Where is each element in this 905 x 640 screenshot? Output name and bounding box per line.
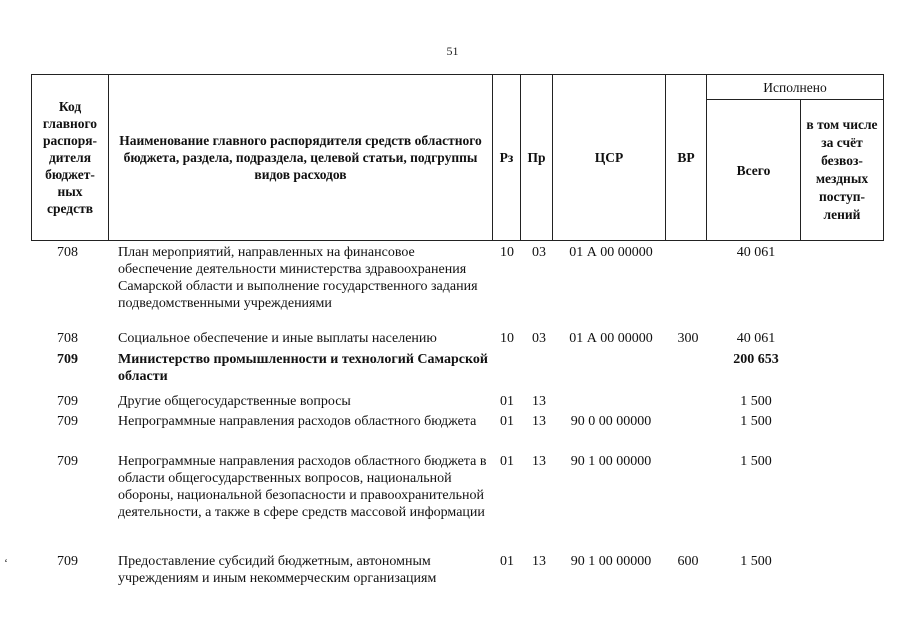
header-csr: ЦСР bbox=[552, 74, 666, 241]
row-csr: 90 1 00 00000 bbox=[570, 554, 652, 569]
row-name: Министерство промышленности и технологий Самарской области bbox=[118, 352, 488, 384]
row-code: 709 bbox=[57, 394, 78, 409]
scan-speck: ʻ bbox=[4, 556, 8, 570]
row-csr: 90 1 00 00000 bbox=[570, 454, 652, 469]
row-total: 1 500 bbox=[740, 454, 772, 469]
header-pr: Пр bbox=[520, 74, 553, 241]
row-pr: 13 bbox=[532, 414, 546, 429]
table-header bbox=[31, 74, 884, 241]
row-name: Непрограммные направления расходов областного бюджета bbox=[118, 414, 477, 429]
row-name: Предоставление субсидий бюджетным, автономным учреждениям и иным некоммерческим организациям bbox=[118, 554, 437, 586]
row-pr: 13 bbox=[532, 454, 546, 469]
row-name: Непрограммные направления расходов областного бюджета в области общегосударственных вопросов, национальной обороны, национальной безопасности и правоохранительной деятельности, а также в сфере средств массовой информации bbox=[118, 454, 487, 520]
row-pr: 03 bbox=[532, 245, 546, 260]
row-code: 709 bbox=[57, 554, 78, 569]
header-gratuitous: в том числе за счёт безвоз-мездных поступ-лений bbox=[800, 99, 884, 241]
row-code: 709 bbox=[57, 352, 78, 367]
row-vr: 300 bbox=[677, 331, 699, 346]
row-csr: 90 0 00 00000 bbox=[570, 414, 652, 429]
row-rz: 10 bbox=[500, 245, 514, 260]
row-name: Другие общегосударственные вопросы bbox=[118, 394, 351, 409]
row-csr: 01 А 00 00000 bbox=[569, 245, 653, 260]
row-name: План мероприятий, направленных на финансовое обеспечение деятельности министерства здравоохранения Самарской области и выполнение государственного задания подведомственными учреждениями bbox=[118, 245, 478, 311]
row-pr: 03 bbox=[532, 331, 546, 346]
row-rz: 01 bbox=[500, 394, 514, 409]
row-rz: 01 bbox=[500, 454, 514, 469]
row-total: 1 500 bbox=[740, 394, 772, 409]
row-vr: 600 bbox=[677, 554, 699, 569]
row-rz: 10 bbox=[500, 331, 514, 346]
row-csr: 01 А 00 00000 bbox=[569, 331, 653, 346]
row-total: 40 061 bbox=[736, 331, 776, 346]
row-pr: 13 bbox=[532, 394, 546, 409]
row-pr: 13 bbox=[532, 554, 546, 569]
page-number: 51 bbox=[446, 44, 459, 58]
row-code: 708 bbox=[57, 245, 78, 260]
row-code: 709 bbox=[57, 454, 78, 469]
row-total: 1 500 bbox=[740, 414, 772, 429]
row-code: 709 bbox=[57, 414, 78, 429]
row-code: 708 bbox=[57, 331, 78, 346]
row-total: 200 653 bbox=[733, 352, 779, 367]
row-total: 40 061 bbox=[736, 245, 776, 260]
header-name: Наименование главного распорядителя средств областного бюджета, раздела, подраздела, целевой статьи, подгруппы видов расходов bbox=[108, 74, 493, 241]
row-rz: 01 bbox=[500, 554, 514, 569]
header-code: Код главного распоря-дителя бюджет-ных средств bbox=[31, 74, 109, 241]
header-executed: Исполнено bbox=[706, 74, 884, 100]
header-rz: Рз bbox=[492, 74, 521, 241]
row-name: Социальное обеспечение и иные выплаты населению bbox=[118, 331, 437, 346]
header-total: Всего bbox=[706, 99, 801, 241]
header-vr: ВР bbox=[665, 74, 707, 241]
row-rz: 01 bbox=[500, 414, 514, 429]
row-total: 1 500 bbox=[740, 554, 772, 569]
